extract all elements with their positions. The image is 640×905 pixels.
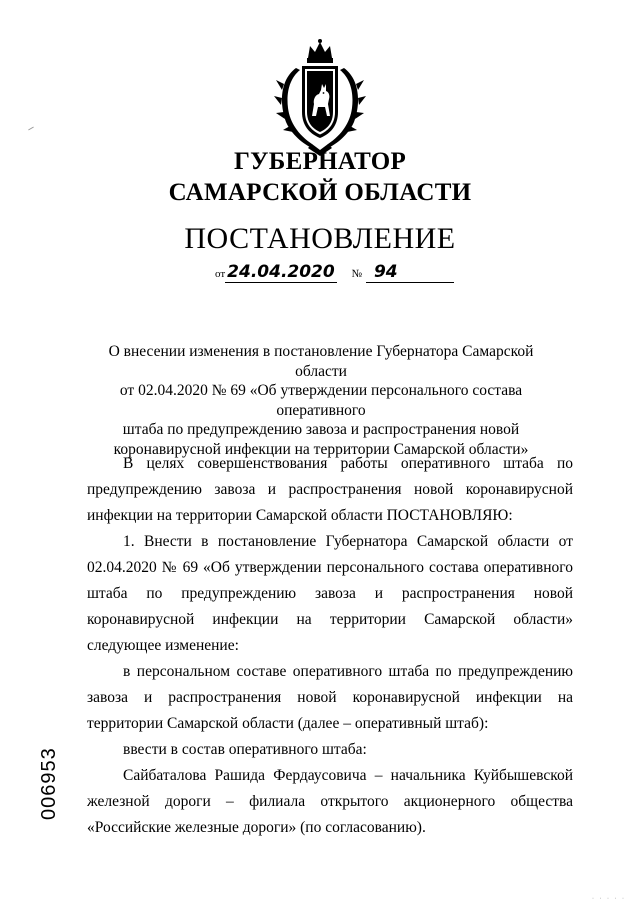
- body-paragraph: Сайбаталова Рашида Фердаусовича – начальника Куйбышевской железной дороги – филиала открытого акционерного общества «Российские железные дороги» (по согласованию).: [87, 767, 573, 836]
- subject-line: от 02.04.2020 № 69 «Об утверждении персонального состава оперативного: [119, 382, 523, 419]
- document-body: [87, 451, 573, 841]
- date-number-line: [215, 262, 454, 283]
- document-type: ПОСТАНОВЛЕНИЕ: [184, 222, 456, 255]
- body-paragraph: ввести в состав оперативного штаба:: [123, 741, 367, 758]
- document-subject: [86, 342, 556, 459]
- scan-dots: · · · · ·: [592, 896, 626, 902]
- date-prefix: от: [215, 268, 226, 280]
- body-paragraph: В целях совершенствования работы оперативного штаба по предупреждению завоза и распространения новой коронавирусной инфекции на территории Самарской области ПОСТАНОВЛЯЮ:: [87, 455, 573, 524]
- number-label: №: [351, 268, 362, 280]
- date-value: 24.04.2020: [227, 262, 335, 282]
- samara-coat-of-arms-icon: [272, 38, 368, 160]
- scan-speck: [28, 127, 34, 131]
- subject-line: О внесении изменения в постановление Губернатора Самарской области: [108, 343, 534, 380]
- issuer-title-line2: САМАРСКОЙ ОБЛАСТИ: [168, 179, 472, 206]
- serial-number: 006953: [38, 747, 60, 820]
- body-paragraph: 1. Внести в постановление Губернатора Самарской области от 02.04.2020 № 69 «Об утверждении персонального состава оперативного штаба по предупреждению завоза и распространения новой коронавирусной инфекции на территории Самарской области» следующее изменение:: [87, 533, 573, 654]
- subject-line: коронавирусной инфекции на территории Самарской области»: [113, 440, 529, 458]
- issuer-title-line1: ГУБЕРНАТОР: [233, 148, 407, 175]
- body-paragraph: в персональном составе оперативного штаба по предупреждению завоза и распространения новой коронавирусной инфекции на территории Самарской области (далее – оперативный штаб):: [87, 663, 573, 732]
- subject-line: штаба по предупреждению завоза и распространения новой: [122, 421, 520, 438]
- number-value: 94: [373, 262, 398, 282]
